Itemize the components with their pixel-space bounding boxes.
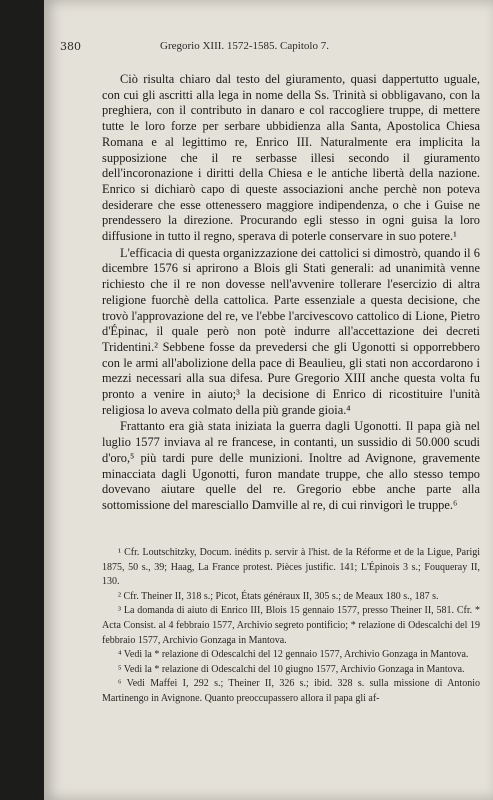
footnote: ⁴ Vedi la * relazione di Odescalchi del 12 gennaio 1577, Archivio Gonzaga in Mantova. bbox=[118, 649, 469, 661]
footnote: ³ La domanda di aiuto di Enrico III, Blois 15 gennaio 1577, presso Theiner II, 581. Cfr. * Acta Consist. al 4 febbraio 1577, Archivio segreto pontificio; * relazione di Odescalchi del 19 febbraio 1577, Archivio Gonzaga in Mantova. bbox=[102, 605, 480, 646]
paragraph: Ciò risulta chiaro dal testo del giuramento, quasi dappertutto uguale, con cui gli ascritti alla lega in nome della Ss. Trinità si obbligavano, con la preghiera, con il contributo in danaro e col raccogliere truppe, di mettere tutte le loro forze per serbare ubbidienza alla Santa, Apostolica Chiesa Romana e al legittimo re, Enrico III. Naturalmente era implicita la supposizione che il re serbasse illesi secondo il giuramento dell'incoronazione i diritti della Chiesa e le antiche libertà della nazione. Enrico si dichiarò capo di queste associazioni anche perchè non poteva desiderare che esse ottenessero maggiore indipendenza, o che i Guise ne prendessero la direzione. Procurando egli stesso in ogni guisa la loro diffusione in tutto il regno, sperava di poterle conservare in suo potere.¹ bbox=[102, 72, 480, 244]
page-number: 380 bbox=[60, 40, 81, 53]
paragraph: L'efficacia di questa organizzazione dei cattolici si dimostrò, quando il 6 dicembre 1576 si aprirono a Blois gli Stati generali: ad unanimità venne richiesto che il re non dovesse nell'avvenire tollerare l'esercizio di altra religione fuorchè della cattolica. Parte essenziale a questa decisione, che trovò l'approvazione del re, ve l'ebbe l'arcivescovo cattolico di Lione, Pietro d'Épinac, il quale però non potè indurre all'accettazione dei decreti Tridentini.² Sebbene fosse da prevedersi che gli Ugonotti si opporrebbero con le armi all'abolizione della pace di Beaulieu, gli stati non accordarono i mezzi necessari alla sua difesa. Pure Gregorio XIII anche questa volta fu pronto a venire in aiuto;³ la decisione di Enrico di ricostituire l'unità religiosa lo aveva colmato della più grande gioia.⁴ bbox=[102, 245, 480, 417]
footnote: ⁵ Vedi la * relazione di Odescalchi del 10 giugno 1577, Archivio Gonzaga in Mantova. bbox=[118, 663, 465, 675]
main-text bbox=[102, 72, 480, 514]
running-title: Gregorio XIII. 1572-1585. Capitolo 7. bbox=[160, 40, 329, 52]
paragraph: Frattanto era già stata iniziata la guerra dagli Ugonotti. Il papa già nel luglio 1577 inviava al re francese, in contanti, un sussidio di 50.000 scudi d'oro,⁵ più tardi pure delle munizioni. Inoltre ad Avignone, gravemente minacciata dagli Ugonotti, furon mandate truppe, che allo stesso tempo dovevano aiutare quelle del re. Gregorio ebbe anche parte alla sottomissione del maresciallo Damville al re, di cui rinvigorì le truppe.⁶ bbox=[102, 419, 480, 512]
footnote: ⁶ Vedi Maffei I, 292 s.; Theiner II, 326 s.; ibid. 328 s. sulla missione di Antonio Martinengo in Avignone. Quanto preoccupassero allora il papa gli af- bbox=[102, 678, 480, 704]
footnote: ¹ Cfr. Loutschitzky, Docum. inédits p. servir à l'hist. de la Réforme et de la Ligue, Parigi 1875, 50 s., 39; Haag, La France protest. Pièces justific. 141; L'Épinois 3 s.; Fouqueray II, 130. bbox=[102, 547, 480, 588]
footnotes bbox=[102, 546, 480, 707]
footnote: ² Cfr. Theiner II, 318 s.; Picot, États généraux II, 305 s.; de Meaux 180 s., 187 s. bbox=[118, 590, 439, 602]
